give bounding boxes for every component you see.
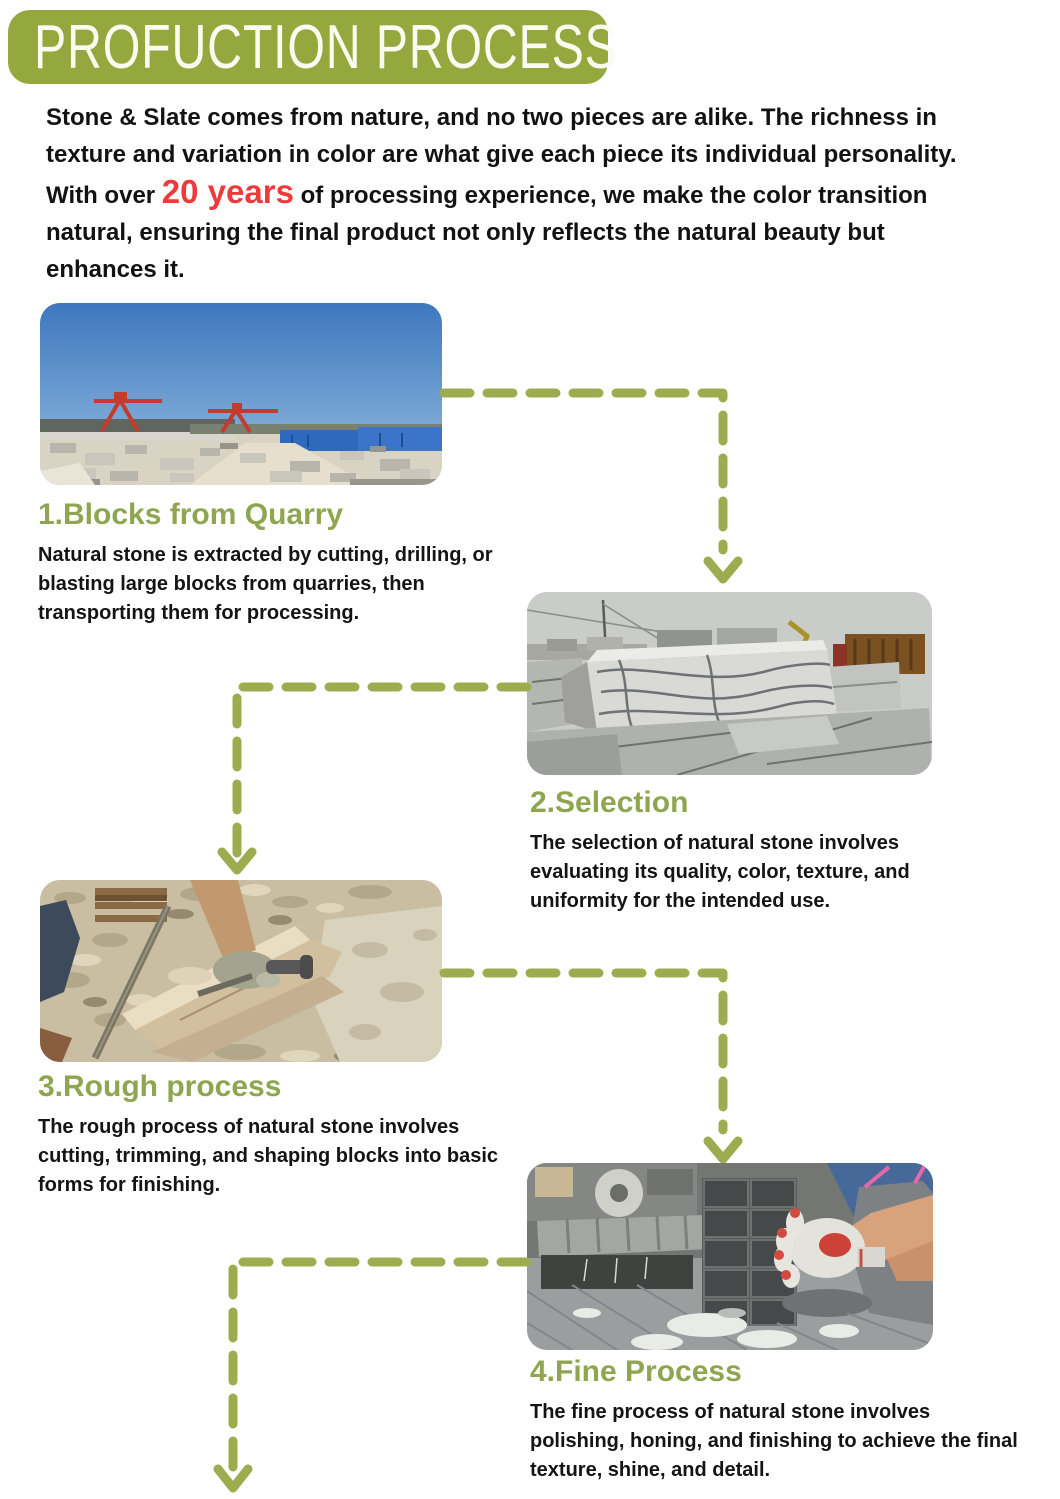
experience-highlight: 20 years xyxy=(161,173,294,210)
flow-arrow-2-3 xyxy=(222,672,542,892)
step-3-body: The rough process of natural stone involves cutting, trimming, and shaping blocks into basic forms for finishing. xyxy=(38,1116,499,1196)
stone-blocks-illustration xyxy=(527,592,932,775)
step-4-fine-process xyxy=(530,1355,1030,1485)
photo-fine-process xyxy=(527,1163,933,1350)
step-3-title: 3.Rough process xyxy=(38,1070,282,1103)
title-banner xyxy=(8,10,618,84)
step-2-selection xyxy=(530,786,985,916)
step-1-blocks-from-quarry xyxy=(38,498,548,628)
intro-text-lead: Stone & Slate comes from nature, and no two pieces are alike. The richness in texture and variation in color are what give each piece its individual personality. With over xyxy=(46,104,957,209)
rough-process-illustration xyxy=(40,880,442,1062)
page-title: PROFUCTION PROCESS xyxy=(34,12,618,82)
intro-text-tail: of processing experience, we make the color transition natural, ensuring the final product not only reflects the natural beauty but enhances it. xyxy=(46,182,928,283)
step-3-rough-process xyxy=(38,1070,528,1200)
photo-selection xyxy=(527,592,932,775)
photo-blocks-from-quarry xyxy=(40,303,442,485)
step-2-title: 2.Selection xyxy=(530,786,689,819)
step-4-body: The fine process of natural stone involves polishing, honing, and finishing to achieve the final texture, shine, and detail. xyxy=(530,1401,1018,1481)
fine-process-illustration xyxy=(527,1163,933,1350)
quarry-yard-illustration xyxy=(40,303,442,485)
photo-rough-process xyxy=(40,880,442,1062)
step-1-body: Natural stone is extracted by cutting, drilling, or blasting large blocks from quarries, then transporting them for processing. xyxy=(38,544,493,624)
step-2-body: The selection of natural stone involves evaluating its quality, color, texture, and uniformity for the intended use. xyxy=(530,832,910,912)
intro-paragraph xyxy=(46,99,991,288)
step-4-title: 4.Fine Process xyxy=(530,1355,742,1388)
flow-arrow-4-next xyxy=(218,1247,543,1499)
step-1-title: 1.Blocks from Quarry xyxy=(38,498,344,531)
